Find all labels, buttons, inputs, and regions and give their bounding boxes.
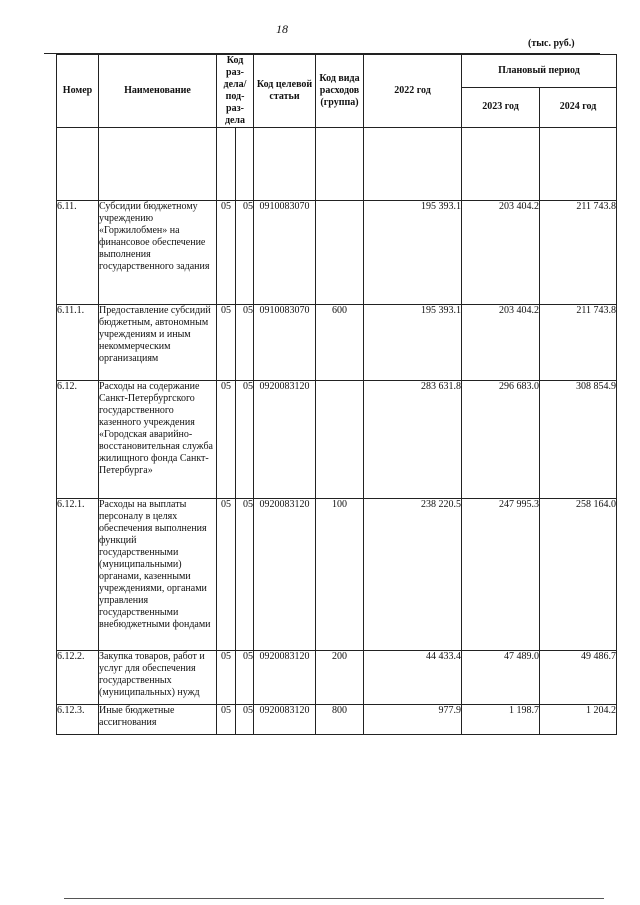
table-row — [57, 305, 617, 381]
row-value-2022: 44 433.4 — [364, 651, 462, 705]
row-name: Расходы на выплаты персоналу в целях обеспечения выполнения функций государственными (муниципальными) органами, казенными учреждениями, органами управления государственными внебюджетными фондами — [99, 499, 217, 651]
row-expense-type — [316, 381, 364, 499]
row-value-2024: 211 743.8 — [540, 201, 617, 305]
row-expense-type — [316, 201, 364, 305]
row-subsection: 05 — [236, 201, 254, 305]
header-year-2024: 2024 год — [540, 87, 617, 127]
row-name: Закупка товаров, работ и услуг для обеспечения государственных (муниципальных) нужд — [99, 651, 217, 705]
row-expense-type: 100 — [316, 499, 364, 651]
row-number: 6.12.3. — [57, 705, 99, 735]
row-value-2023: 296 683.0 — [462, 381, 540, 499]
row-name: Субсидии бюджетному учреждению «Горжилобмен» на финансовое обеспечение выполнения государственного задания — [99, 201, 217, 305]
row-section: 05 — [217, 651, 236, 705]
row-name: Предоставление субсидий бюджетным, автономным учреждениям и иным некоммерческим организациям — [99, 305, 217, 381]
row-section: 05 — [217, 381, 236, 499]
row-value-2023: 203 404.2 — [462, 201, 540, 305]
table-row — [57, 381, 617, 499]
row-subsection: 05 — [236, 705, 254, 735]
row-value-2023: 247 995.3 — [462, 499, 540, 651]
row-expense-type: 800 — [316, 705, 364, 735]
row-target-code: 0910083070 — [254, 305, 316, 381]
units-note: (тыс. руб.) — [528, 38, 575, 49]
row-value-2024: 258 164.0 — [540, 499, 617, 651]
row-name: Иные бюджетные ассигнования — [99, 705, 217, 735]
header-year-2022: 2022 год — [364, 55, 462, 128]
row-value-2022: 195 393.1 — [364, 305, 462, 381]
row-value-2024: 49 486.7 — [540, 651, 617, 705]
row-value-2022: 977.9 — [364, 705, 462, 735]
header-target-code: Код целевой статьи — [254, 55, 316, 128]
row-subsection: 05 — [236, 499, 254, 651]
header-section-code: Код раз-дела/ под-раз-дела — [217, 55, 254, 128]
row-number: 6.12.1. — [57, 499, 99, 651]
header-name: Наименование — [99, 55, 217, 128]
row-number: 6.11. — [57, 201, 99, 305]
table-row — [57, 499, 617, 651]
row-value-2022: 283 631.8 — [364, 381, 462, 499]
row-value-2023: 47 489.0 — [462, 651, 540, 705]
header-number: Номер — [57, 55, 99, 128]
row-value-2022: 195 393.1 — [364, 201, 462, 305]
header-year-2023: 2023 год — [462, 87, 540, 127]
row-target-code: 0920083120 — [254, 705, 316, 735]
table-row — [57, 705, 617, 735]
budget-table — [56, 54, 617, 735]
row-target-code: 0920083120 — [254, 381, 316, 499]
header-spacer-row — [57, 128, 617, 201]
header-planned-period: Плановый период — [462, 55, 617, 88]
page-bottom-rule — [64, 898, 604, 899]
row-value-2022: 238 220.5 — [364, 499, 462, 651]
row-target-code: 0910083070 — [254, 201, 316, 305]
row-expense-type: 600 — [316, 305, 364, 381]
row-name: Расходы на содержание Санкт-Петербургского государственного казенного учреждения «Городская аварийно-восстановительная служба жилищного фонда Санкт-Петербурга» — [99, 381, 217, 499]
row-expense-type: 200 — [316, 651, 364, 705]
row-subsection: 05 — [236, 651, 254, 705]
row-value-2023: 1 198.7 — [462, 705, 540, 735]
row-subsection: 05 — [236, 305, 254, 381]
row-number: 6.12.2. — [57, 651, 99, 705]
table-row — [57, 201, 617, 305]
page-number: 18 — [276, 22, 288, 36]
row-target-code: 0920083120 — [254, 651, 316, 705]
row-value-2023: 203 404.2 — [462, 305, 540, 381]
table-row — [57, 651, 617, 705]
row-section: 05 — [217, 305, 236, 381]
row-section: 05 — [217, 499, 236, 651]
row-number: 6.12. — [57, 381, 99, 499]
header-expense-type-code: Код вида расходов (группа) — [316, 55, 364, 128]
row-section: 05 — [217, 705, 236, 735]
row-value-2024: 308 854.9 — [540, 381, 617, 499]
row-target-code: 0920083120 — [254, 499, 316, 651]
row-value-2024: 211 743.8 — [540, 305, 617, 381]
row-value-2024: 1 204.2 — [540, 705, 617, 735]
row-number: 6.11.1. — [57, 305, 99, 381]
row-subsection: 05 — [236, 381, 254, 499]
row-section: 05 — [217, 201, 236, 305]
